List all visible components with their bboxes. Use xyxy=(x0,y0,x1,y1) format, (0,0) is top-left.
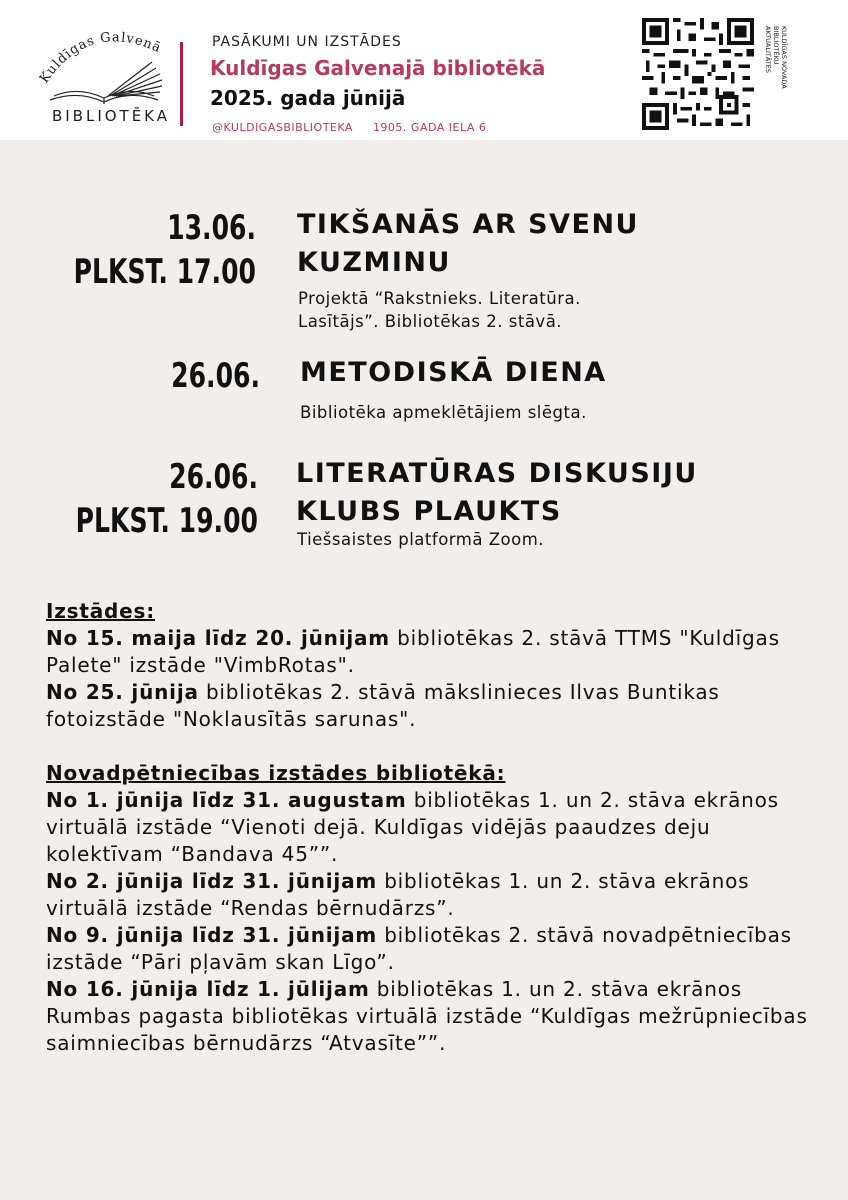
exhibition-dates: No 25. jūnija xyxy=(46,680,199,704)
social-handle: @KULDIGASBIBLIOTEKA xyxy=(212,121,353,134)
exhibition-text: bibliotēkas 1. un 2. stāva ekrānos Rumbas pagasta bibliotēkas virtuālā izstāde “Kuldīgas mežrūpniecības saimniecības bērnudārzs “Atvasīte””. xyxy=(46,977,808,1055)
open-book-icon xyxy=(28,22,178,112)
exhibition-text: bibliotēkas 2. stāvā novadpētniecības izstāde “Pāri pļavām skan Līgo”. xyxy=(46,923,792,974)
exhibition-dates: No 16. jūnija līdz 1. jūlijam xyxy=(46,977,370,1001)
event-description xyxy=(297,528,544,551)
header-subtitle: PASĀKUMI UN IZSTĀDES xyxy=(212,34,402,50)
header-date: 2025. gada jūnijā xyxy=(210,86,406,110)
event-date-time xyxy=(51,206,256,294)
header xyxy=(0,0,848,140)
header-meta xyxy=(212,121,486,134)
exhibitions-heading: Izstādes: xyxy=(46,599,156,623)
event-date-time xyxy=(53,455,258,543)
event-title-line: TIKŠANĀS AR SVENU xyxy=(297,209,639,240)
qr-caption-line: AKTUALITĀTES xyxy=(764,26,772,74)
exhibition-dates: No 15. maija līdz 20. jūnijam xyxy=(46,626,390,650)
exhibition-dates: No 1. jūnija līdz 31. augustam xyxy=(46,788,407,812)
svg-text:Kuldīgas Galvenā xyxy=(37,30,164,86)
event-title xyxy=(296,455,698,531)
event-description-line: Tiešsaistes platformā Zoom. xyxy=(297,530,545,549)
header-title: Kuldīgas Galvenajā bibliotēkā xyxy=(210,56,546,80)
event-description xyxy=(298,287,581,333)
exhibitions-section xyxy=(46,598,826,1057)
event-date: 26.06. xyxy=(171,356,260,396)
exhibition-text: bibliotēkas 1. un 2. stāva ekrānos virtuālā izstāde “Rendas bērnudārzs”. xyxy=(46,869,750,920)
event-title-line: LITERATŪRAS DISKUSIJU xyxy=(296,458,698,489)
exhibition-item xyxy=(46,922,826,976)
exhibition-item xyxy=(46,976,826,1057)
event-description-line: Lasītājs”. Bibliotēkas 2. stāvā. xyxy=(298,312,563,331)
qr-code-icon xyxy=(642,18,754,130)
exhibition-item xyxy=(46,868,826,922)
logo-arc-text: Kuldīgas Galvenā xyxy=(37,30,164,87)
event-description-line: Projektā “Rakstnieks. Literatūra. xyxy=(298,289,581,308)
exhibition-item xyxy=(46,679,826,733)
qr-caption-line: KULDĪGAS NOVADA xyxy=(780,26,788,89)
exhibition-dates: No 2. jūnija līdz 31. jūnijam xyxy=(46,869,378,893)
exhibition-text: bibliotēkas 2. stāvā TTMS "Kuldīgas Palete" izstāde "VimbRotas". xyxy=(46,626,780,677)
event-date: 13.06. xyxy=(167,208,256,248)
logo-word: BIBLIOTĒKA xyxy=(51,107,171,125)
event-description-line: Bibliotēka apmeklētājiem slēgta. xyxy=(300,403,587,422)
event-title xyxy=(297,206,639,282)
event-date: 26.06. xyxy=(169,457,258,497)
event-title-line: METODISKĀ DIENA xyxy=(300,357,607,388)
event-title-line: KLUBS PLAUKTS xyxy=(296,496,562,527)
spacer xyxy=(46,733,826,760)
exhibition-dates: No 9. jūnija līdz 31. jūnijam xyxy=(46,923,378,947)
library-logo xyxy=(28,22,178,132)
exhibition-text: bibliotēkas 1. un 2. stāva ekrānos virtuālā izstāde “Vienoti dejā. Kuldīgas vidējās paaudzes deju kolektīvam “Bandava 45””. xyxy=(46,788,779,866)
exhibition-item xyxy=(46,787,826,868)
event-description xyxy=(300,401,587,424)
event-title xyxy=(300,354,607,392)
header-divider xyxy=(180,42,183,126)
qr-caption xyxy=(762,26,788,126)
event-title-line: KUZMINU xyxy=(297,247,451,278)
address: 1905. GADA IELA 6 xyxy=(372,121,487,134)
qr-caption-line: BIBLIOTĒKU xyxy=(772,26,780,65)
exhibition-text: bibliotēkas 2. stāvā mākslinieces Ilvas Buntikas fotoizstāde "Noklausītās sarunas". xyxy=(46,680,720,731)
exhibition-item xyxy=(46,625,826,679)
event-time: PLKST. 17.00 xyxy=(73,252,256,292)
event-time: PLKST. 19.00 xyxy=(75,501,258,541)
event-date-time xyxy=(55,354,260,398)
local-history-heading: Novadpētniecības izstādes bibliotēkā: xyxy=(46,761,506,785)
